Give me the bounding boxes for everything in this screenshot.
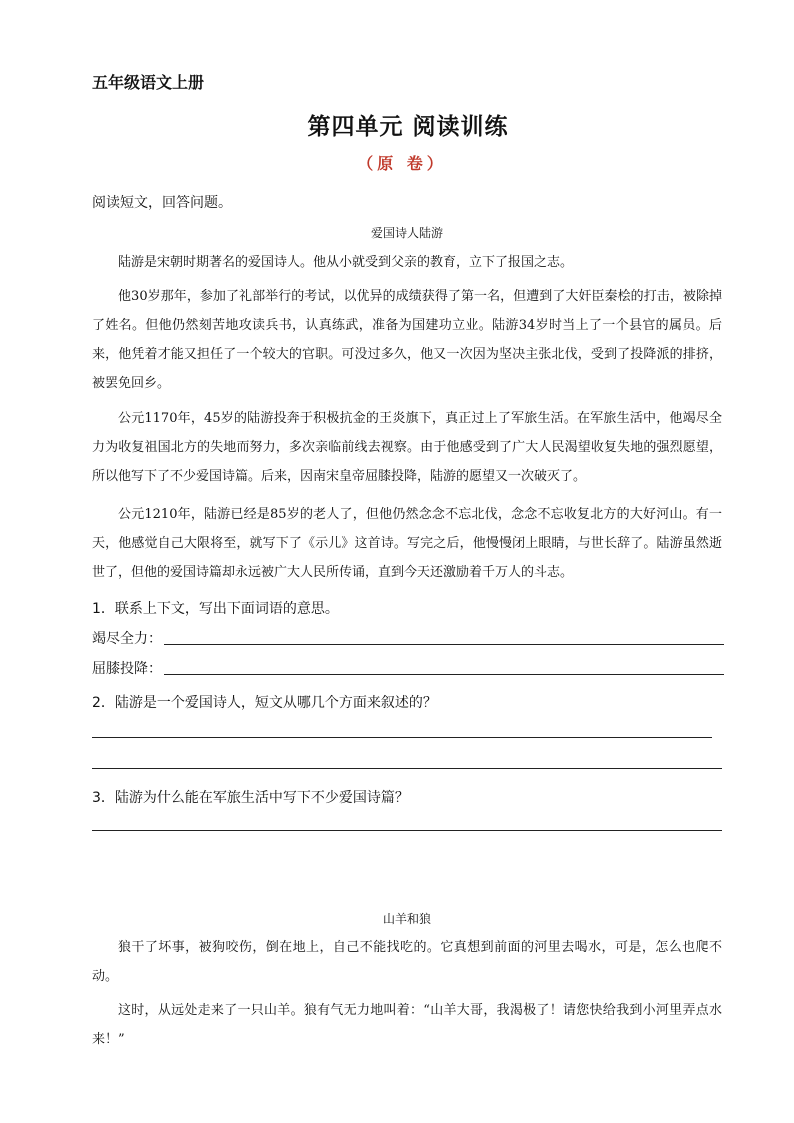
passage2-paragraph: 这时，从远处走来了一只山羊。狼有气无力地叫着：“山羊大哥，我渴极了！请您快给我到小河里弄点水来！” (92, 1003, 722, 1047)
answer-field-label: 屈膝投降： (92, 661, 162, 677)
passage1-paragraph: 公元1210年，陆游已经是85岁的老人了，但他仍然念念不忘北伐，念念不忘收复北方的大好河山。有一天，他感觉自己大限将至，就写下了《示儿》这首诗。写完之后，他慢慢闭上眼睛，与世长辞了。陆游虽然逝世了，但他的爱国诗篇却永远被广大人民所传诵，直到今天还激励着千万人的斗志。 (92, 507, 722, 580)
answer-line (164, 643, 724, 645)
answer-field-label: 竭尽全力： (92, 631, 162, 647)
grade-label: 五年级语文上册 (92, 73, 205, 92)
question-2: 2．陆游是一个爱国诗人，短文从哪几个方面来叙述的？ (92, 695, 437, 711)
passage2-paragraph: 狼干了坏事，被狗咬伤，倒在地上，自己不能找吃的。它真想到前面的河里去喝水，可是，怎么也爬不动。 (92, 940, 722, 984)
question-3: 3．陆游为什么能在军旅生活中写下不少爱国诗篇？ (92, 790, 409, 806)
instruction-text: 阅读短文，回答问题。 (92, 195, 232, 211)
answer-field-2[interactable] (92, 656, 724, 678)
passage1-title: 爱国诗人陆游 (370, 226, 443, 240)
passage1-paragraph: 陆游是宋朝时期著名的爱国诗人。他从小就受到父亲的教育，立下了报国之志。 (118, 255, 574, 270)
answer-field-1[interactable] (92, 626, 724, 648)
passage2-title: 山羊和狼 (382, 912, 431, 926)
page-title: 第四单元 阅读训练 (307, 114, 509, 140)
answer-line-q3[interactable] (92, 830, 722, 831)
passage1-paragraph: 公元1170年，45岁的陆游投奔于积极抗金的王炎旗下，真正过上了军旅生活。在军旅生活中，他竭尽全力为收复祖国北方的失地而努力，多次亲临前线去视察。由于他感受到了广大人民渴望收复失地的强烈愿望，所以他写下了不少爱国诗篇。后来，因南宋皇帝屈膝投降，陆游的愿望又一次破灭了。 (92, 411, 722, 484)
answer-line-q2-2[interactable] (92, 768, 722, 769)
page-subtitle: （原 卷） (357, 154, 447, 173)
passage1-paragraph: 他30岁那年，参加了礼部举行的考试，以优异的成绩获得了第一名，但遭到了大奸臣秦桧的打击，被除掉了姓名。但他仍然刻苦地攻读兵书，认真练武，准备为国建功立业。陆游34岁时当上了一个县官的属员。后来，他凭着才能又担任了一个较大的官职。可没过多久，他又一次因为坚决主张北伐，受到了投降派的排挤，被罢免回乡。 (92, 289, 722, 391)
question-1: 1．联系上下文，写出下面词语的意思。 (92, 601, 339, 617)
answer-line (164, 673, 724, 675)
answer-line-q2-1[interactable] (92, 737, 712, 738)
